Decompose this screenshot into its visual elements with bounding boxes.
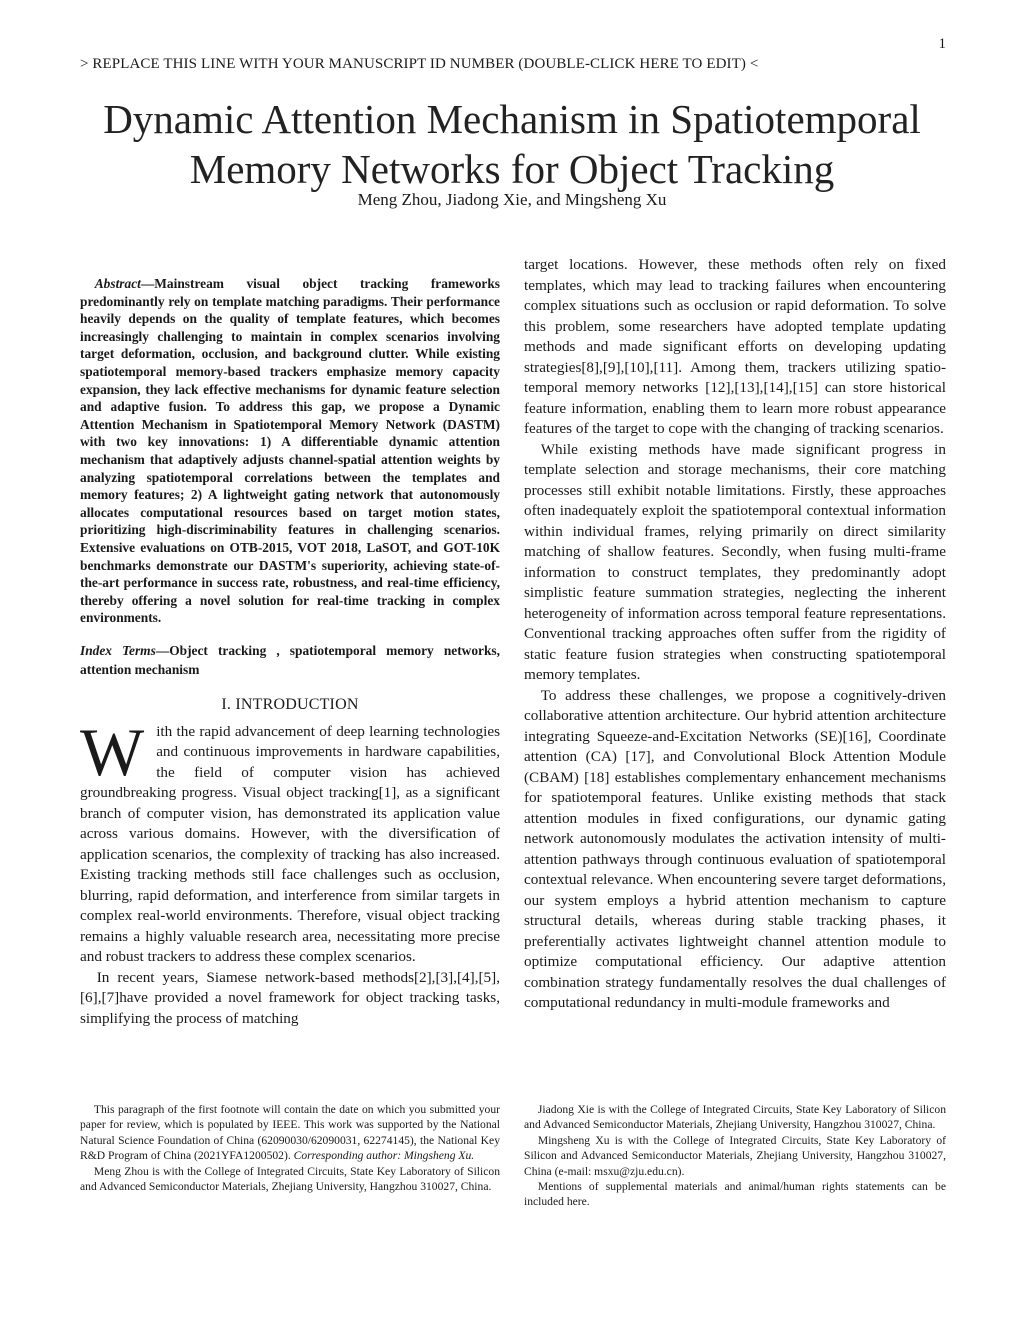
- footnote-1: [80, 1102, 500, 1164]
- footnote-2: Meng Zhou is with the College of Integrated Circuits, State Key Laboratory of Silicon and Advanced Semiconductor Materials, Zhejiang University, Hangzhou 310027, China.: [80, 1164, 500, 1194]
- footnotes-right: [524, 1102, 946, 1210]
- footnotes-left: [80, 1102, 500, 1194]
- intro-p1-text: ith the rapid advancement of deep learning technologies and continuous improvements in hardware capabilities, the field of computer vision has achieved groundbreaking progress. Visual object tracking[1], as a significant branch of computer vision, has demonstrated its application value across various domains. However, with the diversification of application scenarios, the complexity of tracking has also increased. Existing tracking methods still face challenges such as occlusion, blurring, rapid deformation, and interference from similar targets in complex real-world environments. Therefore, visual object tracking remains a highly valuable research area, necessitating more precise and robust trackers to address these complex scenarios.: [80, 722, 500, 966]
- paper-title: [0, 94, 1024, 194]
- intro-paragraph-2-continued: target locations. However, these methods often rely on fixed templates, which may lead to tracking failures when encountering complex situations such as occlusion or rapid deformation. To solve this problem, some researchers have adopted template updating methods and made significant efforts on developing updating strategies[8],[9],[10],[11]. Among them, trackers utilizing spatio-temporal memory networks [12],[13],[14],[15] can store historical feature information, enabling them to learn more robust appearance features of the target to cope with the changing of tracking scenarios.: [524, 256, 946, 437]
- title-line-2: Memory Networks for Object Tracking: [189, 146, 835, 192]
- abstract-text: —Mainstream visual object tracking frameworks predominantly rely on template matching paradigms. Their performance heavily depends on the quality of template features, which becomes increasingly challenging to maintain in complex scenarios involving target deformation, occlusion, and background clutter. While existing spatiotemporal memory-based trackers emphasize memory capacity expansion, they lack effective mechanisms for dynamic feature selection and adaptive fusion. To address this gap, we propose a Dynamic Attention Mechanism in Spatiotemporal Memory Network (DASTM) with two key innovations: 1) A differentiable dynamic attention mechanism that adaptively adjusts channel-spatial attention weights by analyzing spatiotemporal correlations between the templates and memory features; 2) A lightweight gating network that autonomously allocates computational resources based on target motion states, prioritizing high-discriminability features in challenging scenarios. Extensive evaluations on OTB-2015, VOT 2018, LaSOT, and GOT-10K benchmarks demonstrate our DASTM's superiority, achieving state-of-the-art performance in success rate, robustness, and real-time efficiency, thereby offering a novel solution for real-time tracking in complex environments.: [80, 276, 500, 626]
- page-number: 1: [938, 36, 946, 52]
- right-column: [524, 255, 946, 1014]
- intro-paragraph-2: In recent years, Siamese network-based methods[2],[3],[4],[5],[6],[7]have provided a novel framework for object tracking tasks, simplifying the process of matching: [80, 968, 500, 1027]
- intro-paragraph-3: While existing methods have made significant progress in template selection and storage mechanisms, their core matching processes still exhibit notable limitations. Firstly, these approaches often inadequately exploit the spatiotemporal contextual information within individual frames, relying primarily on direct similarity matching of shallow features. Secondly, when fusing multi-frame information to construct templates, they predominantly adopt simplistic feature summation strategies, neglecting the inherent heterogeneity of information across temporal feature representations. Conventional tracking approaches often suffer from the rigidity of static feature fusion strategies when constructing spatiotemporal memory templates.: [524, 440, 946, 683]
- intro-paragraph-4: To address these challenges, we propose a cognitively-driven collaborative attention architecture. Our hybrid attention architecture integrating Squeeze-and-Excitation Networks (SE)[16], Coordinate attention (CA) [17], and Convolutional Block Attention Module (CBAM) [18] establishes complementary enhancement mechanisms for spatiotemporal features. Unlike existing methods that stack attention modules in fixed configurations, our dynamic gating network autonomously modulates the activation intensity of multi-attention pathways through continuous evaluation of spatiotemporal contextual relevance. When encountering severe target deformations, our system employs a hybrid attention mechanism to capture structural details, whereas during stable tracking phases, it preferentially activates lightweight channel attention module to optimize computational efficiency. Our adaptive attention combination strategy fundamentally resolves the dual challenges of computational redundancy in multi-module frameworks and: [524, 686, 946, 1011]
- index-terms: [80, 641, 500, 680]
- index-terms-text: —Object tracking , spatiotemporal memory networks, attention mechanism: [80, 642, 500, 678]
- manuscript-header: > REPLACE THIS LINE WITH YOUR MANUSCRIPT ID NUMBER (DOUBLE-CLICK HERE TO EDIT) <: [80, 56, 759, 72]
- index-terms-label: Index Terms: [80, 642, 156, 658]
- corresponding-author: Corresponding author: Mingsheng Xu.: [293, 1149, 475, 1163]
- intro-paragraph-1: [80, 713, 500, 968]
- footnote-1-text: This paragraph of the first footnote will contain the date on which you submitted your paper for review, which is populated by IEEE. This work was supported by the National Natural Science Foundation of China (62090030/62090031, 62274145), the National Key R&D Program of China (2021YFA1200502).: [80, 1103, 500, 1163]
- section-heading: I. INTRODUCTION: [221, 695, 359, 713]
- left-column: [80, 275, 500, 1029]
- authors: Meng Zhou, Jiadong Xie, and Mingsheng Xu: [357, 190, 667, 209]
- abstract-label: Abstract: [94, 276, 141, 291]
- footnote-3: Jiadong Xie is with the College of Integrated Circuits, State Key Laboratory of Silicon and Advanced Semiconductor Materials, Zhejiang University, Hangzhou 310027, China.: [524, 1103, 946, 1132]
- title-line-1: Dynamic Attention Mechanism in Spatiotemporal: [103, 96, 921, 142]
- drop-cap: W: [80, 713, 145, 790]
- abstract: [80, 275, 500, 627]
- footnote-4: Mingsheng Xu is with the College of Integrated Circuits, State Key Laboratory of Silicon and Advanced Semiconductor Materials, Zhejiang University, Hangzhou 310027, China (e-mail: msxu@zju.edu.cn).: [524, 1133, 946, 1178]
- footnote-5: Mentions of supplemental materials and animal/human rights statements can be included here.: [524, 1180, 946, 1209]
